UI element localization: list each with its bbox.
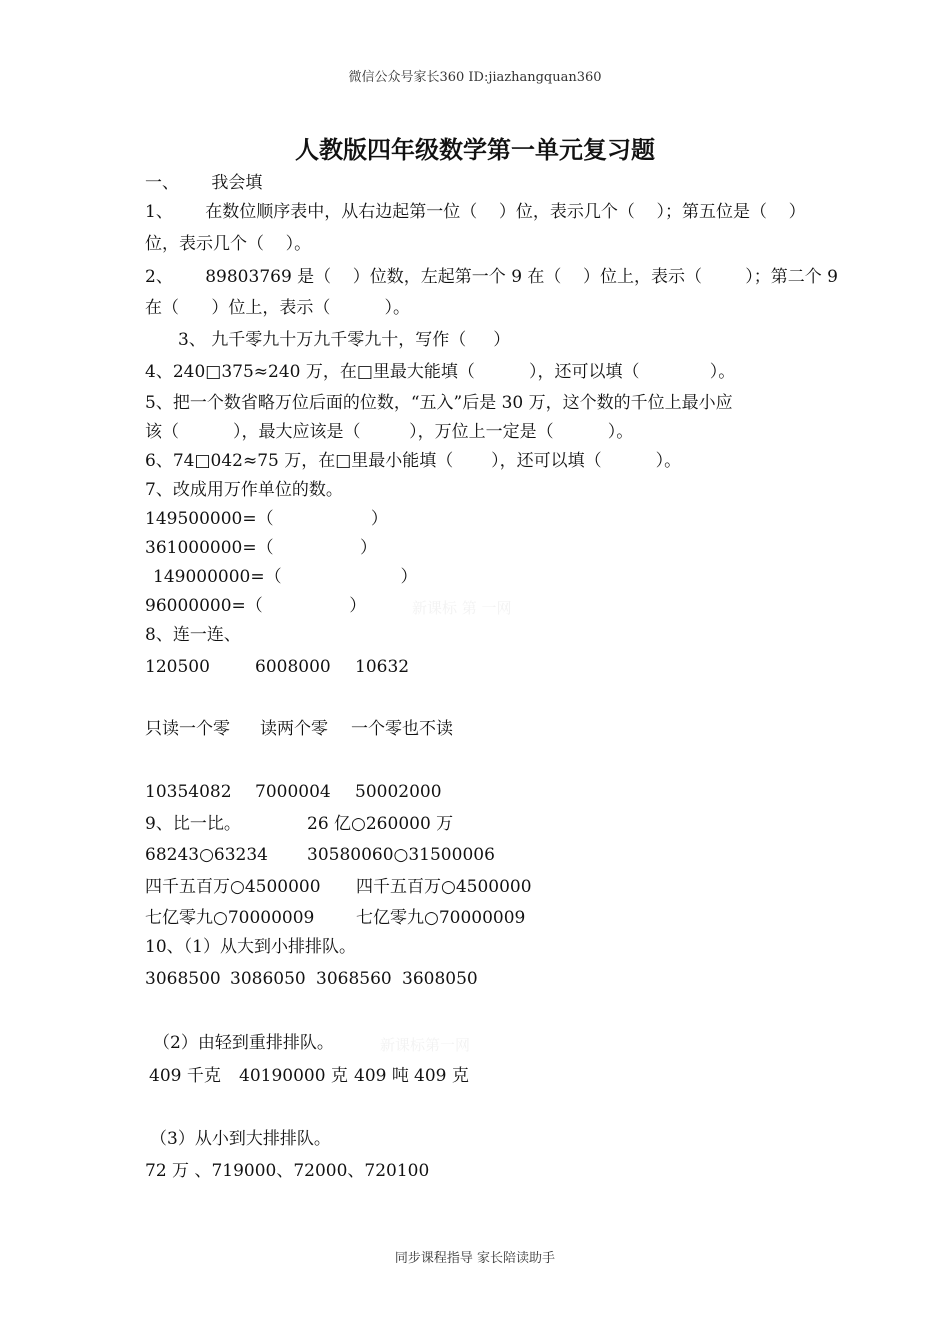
question-7-item: 96000000=（ ） — [145, 596, 367, 616]
connect-label: 一个零也不读 — [351, 719, 453, 739]
compare-item: 26 亿○260000 万 — [307, 814, 454, 834]
watermark: 新课标第一网 — [380, 1036, 471, 1054]
section-heading: 一、 我会填 — [145, 173, 263, 193]
question-1-line-2: 位，表示几个（ ）。 — [145, 234, 312, 254]
page-title: 人教版四年级数学第一单元复习题 — [295, 135, 655, 164]
page-header: 微信公众号家长360 ID:jiazhangquan360 — [348, 70, 602, 85]
connect-number: 10632 — [355, 657, 410, 677]
question-3: 3、 九千零九十万九千零九十，写作（ ） — [178, 330, 511, 350]
question-1-line-1: 1、 在数位顺序表中，从右边起第一位（ ）位，表示几个（ ）；第五位是（ ） — [145, 202, 806, 222]
question-10-part-3-values: 72 万 、719000、72000、720100 — [145, 1161, 430, 1181]
sort-value: 3068560 — [316, 969, 392, 989]
connect-number: 120500 — [145, 657, 210, 677]
compare-item: 七亿零九○70000009 — [145, 908, 315, 928]
compare-item: 七亿零九○70000009 — [356, 908, 526, 928]
question-6: 6、74□042≈75 万，在□里最小能填（ ），还可以填（ ）。 — [145, 451, 682, 471]
connect-number: 10354082 — [145, 782, 232, 802]
question-9-prompt: 9、比一比。 — [145, 814, 241, 834]
connect-number: 7000004 — [255, 782, 331, 802]
connect-number: 50002000 — [355, 782, 442, 802]
question-7-prompt: 7、改成用万作单位的数。 — [145, 480, 343, 500]
question-10-part-1-prompt: 10、（1）从大到小排排队。 — [145, 937, 356, 957]
compare-item: 四千五百万○4500000 — [145, 877, 321, 897]
question-5-line-1: 5、把一个数省略万位后面的位数，“五入”后是 30 万，这个数的千位上最小应 — [145, 393, 733, 413]
question-7-item: 149000000=（ ） — [153, 567, 418, 587]
question-10-part-2-prompt: （2）由轻到重排排队。 — [153, 1033, 334, 1053]
compare-item: 30580060○31500006 — [307, 845, 495, 865]
question-8-prompt: 8、连一连、 — [145, 625, 241, 645]
compare-item: 四千五百万○4500000 — [356, 877, 532, 897]
question-10-part-3-prompt: （3）从小到大排排队。 — [150, 1129, 331, 1149]
sort-value: 409 千克 — [149, 1066, 221, 1086]
sort-value: 409 吨 — [354, 1066, 409, 1086]
question-4: 4、240□375≈240 万，在□里最大能填（ ），还可以填（ ）。 — [145, 362, 736, 382]
sort-value: 3068500 — [145, 969, 221, 989]
sort-value: 3086050 — [230, 969, 306, 989]
connect-number: 6008000 — [255, 657, 331, 677]
connect-label: 只读一个零 — [145, 719, 230, 739]
compare-item: 68243○63234 — [145, 845, 268, 865]
connect-label: 读两个零 — [260, 719, 328, 739]
question-7-item: 361000000=（ ） — [145, 538, 378, 558]
page-footer: 同步课程指导 家长陪读助手 — [394, 1251, 556, 1266]
question-7-item: 149500000=（ ） — [145, 509, 388, 529]
question-2-line-2: 在（ ）位上，表示（ ）。 — [145, 298, 410, 318]
sort-value: 40190000 克 — [239, 1066, 348, 1086]
sort-value: 3608050 — [402, 969, 478, 989]
question-2-line-1: 2、 89803769 是（ ）位数，左起第一个 9 在（ ）位上，表示（ ）；第二个 9 — [145, 267, 838, 287]
sort-value: 409 克 — [414, 1066, 469, 1086]
watermark: 新课标 第 一网 — [412, 599, 512, 617]
question-5-line-2: 该（ ），最大应该是（ ），万位上一定是（ ）。 — [145, 422, 634, 442]
